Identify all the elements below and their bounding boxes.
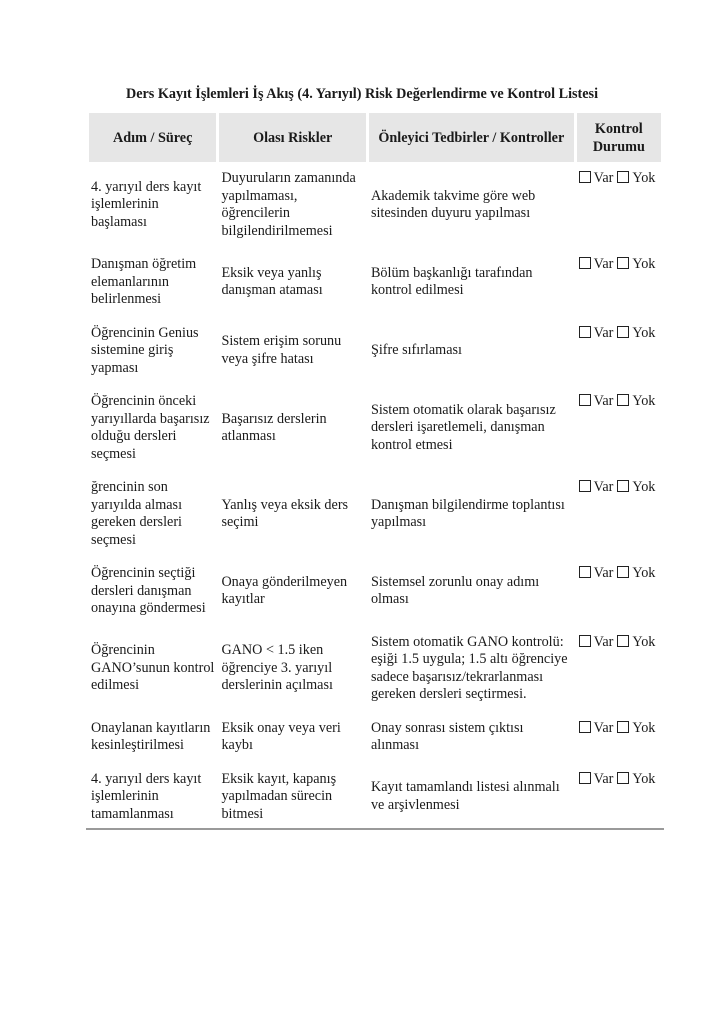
risk-cell: GANO < 1.5 iken öğrenciye 3. yarıyıl derslerinin açılması xyxy=(221,642,333,694)
control-cell: Kayıt tamamlandı listesi alınmalı ve arşivlenmesi xyxy=(370,779,560,813)
control-cell: Akademik takvime göre web sitesinden duyuru yapılması xyxy=(370,187,536,221)
risk-cell: Yanlış veya eksik ders seçimi xyxy=(221,496,349,530)
checkbox-icon[interactable] xyxy=(617,721,629,733)
status-label-var: Var xyxy=(593,479,614,495)
status-label-yok: Yok xyxy=(632,633,656,650)
status-cell xyxy=(577,557,661,626)
header-step: Adım / Süreç xyxy=(89,113,216,162)
table-row xyxy=(89,471,661,557)
status-label-var: Var xyxy=(593,565,614,581)
risk-cell: Başarısız derslerin atlanması xyxy=(221,410,327,444)
checkbox-icon[interactable] xyxy=(579,394,591,406)
status-label-var: Var xyxy=(593,770,614,787)
checkbox-icon[interactable] xyxy=(617,635,629,647)
status-option-yok[interactable] xyxy=(617,170,655,186)
risk-cell: Eksik veya yanlış danışman ataması xyxy=(221,264,323,299)
status-label-var: Var xyxy=(593,170,614,186)
risk-cell: Sistem erişim sorunu veya şifre hatası xyxy=(221,333,342,367)
step-cell: Öğrencinin seçtiği dersleri danışman onayına göndermesi xyxy=(91,565,206,616)
status-label-yok: Yok xyxy=(632,719,656,736)
status-label-yok: Yok xyxy=(632,565,656,581)
status-label-yok: Yok xyxy=(632,170,656,186)
status-label-var: Var xyxy=(593,633,614,650)
status-cell xyxy=(577,471,661,557)
status-option-yok[interactable] xyxy=(617,634,655,650)
risk-cell: Onaya gönderilmeyen kayıtlar xyxy=(221,573,348,608)
status-cell xyxy=(577,712,661,763)
status-cell xyxy=(577,626,661,712)
status-option-yok[interactable] xyxy=(617,771,655,787)
status-option-yok[interactable] xyxy=(617,256,655,272)
checkbox-icon[interactable] xyxy=(579,721,591,733)
table-row xyxy=(89,763,661,832)
checkbox-icon[interactable] xyxy=(579,171,591,183)
status-option-yok[interactable] xyxy=(617,720,655,736)
status-option-var[interactable] xyxy=(579,256,614,272)
step-cell: ğrencinin son yarıyılda alması gereken dersleri seçmesi xyxy=(91,479,183,548)
checkbox-icon[interactable] xyxy=(617,566,629,578)
checkbox-icon[interactable] xyxy=(617,326,629,338)
control-cell: Danışman bilgilendirme toplantısı yapılması xyxy=(370,496,565,530)
control-cell: Sistemsel zorunlu onay adımı olması xyxy=(370,573,540,608)
checkbox-icon[interactable] xyxy=(617,394,629,406)
status-label-yok: Yok xyxy=(632,479,656,495)
checkbox-icon[interactable] xyxy=(579,480,591,492)
table-row xyxy=(89,248,661,317)
risk-cell: Eksik kayıt, kapanış yapılmadan sürecin bitmesi xyxy=(221,770,337,822)
checkbox-icon[interactable] xyxy=(617,480,629,492)
step-cell: Danışman öğretim elemanlarının belirlenmesi xyxy=(91,256,197,307)
checkbox-icon[interactable] xyxy=(579,772,591,784)
risk-cell: Duyuruların zamanında yapılmaması, öğrencilerin bilgilendirilmemesi xyxy=(221,170,356,239)
status-label-var: Var xyxy=(593,256,614,272)
document-title: Ders Kayıt İşlemleri İş Akış (4. Yarıyıl) Risk Değerlendirme ve Kontrol Listesi xyxy=(125,86,599,102)
status-cell xyxy=(577,248,661,317)
checkbox-icon[interactable] xyxy=(579,635,591,647)
step-cell: 4. yarıyıl ders kayıt işlemlerinin başlaması xyxy=(91,178,202,230)
status-cell xyxy=(577,385,661,471)
control-cell: Sistem otomatik GANO kontrolü: eşiği 1.5 uygula; 1.5 altı öğrenciye sadece başarısız/tekrarlanması gereken dersleri seçtirmesi. xyxy=(370,633,568,702)
table-header-row xyxy=(89,113,661,162)
control-cell: Şifre sıfırlaması xyxy=(370,342,462,358)
control-cell: Onay sonrası sistem çıktısı alınması xyxy=(370,719,524,753)
table-row xyxy=(89,317,661,386)
status-option-var[interactable] xyxy=(579,565,614,581)
table-row xyxy=(89,712,661,763)
step-cell: Öğrencinin Genius sistemine giriş yapması xyxy=(91,324,199,376)
header-risks: Olası Riskler xyxy=(219,113,366,162)
status-option-yok[interactable] xyxy=(617,565,655,581)
control-cell: Bölüm başkanlığı tarafından kontrol edilmesi xyxy=(370,264,533,299)
header-status: Kontrol Durumu xyxy=(577,113,661,162)
status-label-var: Var xyxy=(593,324,614,341)
checkbox-icon[interactable] xyxy=(579,326,591,338)
status-label-yok: Yok xyxy=(632,324,656,341)
status-label-yok: Yok xyxy=(632,770,656,787)
checkbox-icon[interactable] xyxy=(579,257,591,269)
status-option-yok[interactable] xyxy=(617,393,655,409)
status-option-yok[interactable] xyxy=(617,479,655,495)
table-row xyxy=(89,557,661,626)
table-bottom-rule xyxy=(86,828,664,830)
checkbox-icon[interactable] xyxy=(617,772,629,784)
step-cell: 4. yarıyıl ders kayıt işlemlerinin tamamlanması xyxy=(91,770,202,822)
status-option-var[interactable] xyxy=(579,170,614,186)
table-body xyxy=(89,162,661,831)
header-controls: Önleyici Tedbirler / Kontroller xyxy=(369,113,574,162)
checkbox-icon[interactable] xyxy=(617,257,629,269)
status-cell xyxy=(577,317,661,386)
status-label-var: Var xyxy=(593,393,614,409)
status-label-yok: Yok xyxy=(632,256,656,272)
status-option-var[interactable] xyxy=(579,393,614,409)
status-cell xyxy=(577,763,661,832)
status-option-var[interactable] xyxy=(579,634,614,650)
step-cell: Öğrencinin GANO’sunun kontrol edilmesi xyxy=(91,642,215,694)
status-option-var[interactable] xyxy=(579,771,614,787)
status-option-yok[interactable] xyxy=(617,325,655,341)
table-row xyxy=(89,162,661,248)
checkbox-icon[interactable] xyxy=(617,171,629,183)
table-row xyxy=(89,626,661,712)
status-option-var[interactable] xyxy=(579,479,614,495)
risk-cell: Eksik onay veya veri kaybı xyxy=(221,719,341,753)
status-option-var[interactable] xyxy=(579,325,614,341)
control-cell: Sistem otomatik olarak başarısız dersleri işaretlemeli, danışman kontrol etmesi xyxy=(370,401,556,453)
status-label-var: Var xyxy=(593,719,614,736)
status-label-yok: Yok xyxy=(632,393,656,409)
risk-control-table xyxy=(86,113,664,831)
checkbox-icon[interactable] xyxy=(579,566,591,578)
status-option-var[interactable] xyxy=(579,720,614,736)
step-cell: Onaylanan kayıtların kesinleştirilmesi xyxy=(91,719,211,753)
table-row xyxy=(89,385,661,471)
status-cell xyxy=(577,162,661,248)
step-cell: Öğrencinin önceki yarıyıllarda başarısız olduğu dersleri seçmesi xyxy=(91,393,210,462)
